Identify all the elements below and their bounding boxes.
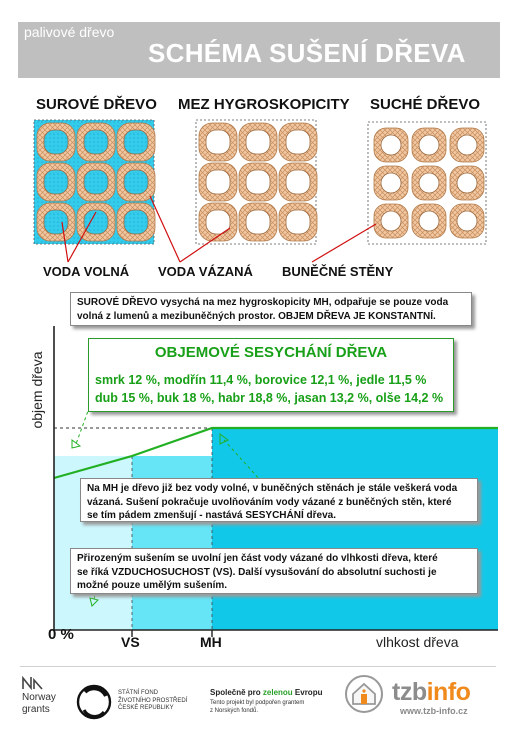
label-free-water: VODA VOLNÁ	[43, 264, 130, 279]
norway-grants-icon	[22, 676, 44, 690]
together-slogan	[210, 688, 322, 697]
sample-label-hygroscopic: MEZ HYGROSKOPICITY	[178, 96, 350, 113]
tzb-brand	[392, 678, 470, 707]
note-vs-line1: Přirozeným sušením se uvolní jen část vody vázané do vlhkosti dřeva, které	[77, 553, 438, 564]
tzb-url: www.tzb-info.cz	[400, 706, 468, 716]
note-mh-line3: se tím pádem zmenšují - nastává SESYCHÁNÍ dřeva.	[87, 510, 336, 521]
vs-label: VS	[121, 634, 140, 650]
state-fund-line1: STÁTNÍ FOND	[118, 690, 158, 696]
state-fund-text	[118, 690, 187, 713]
note-mh-line2: vázaná. Sušení pokračuje uvolňováním vody vázané z buněčných stěn, které	[87, 496, 452, 508]
project-line2: z Norských fondů.	[210, 707, 259, 714]
note-mh-line1: Na MH je dřevo již bez vody volné, v buněčných stěnách je stále veškerá voda	[87, 483, 458, 494]
category-label: palivové dřevo	[24, 24, 115, 40]
origin-label: 0 %	[48, 626, 74, 643]
pointer-arrow-1	[72, 440, 80, 448]
y-axis-label: objem dřeva	[29, 351, 45, 429]
note-vs-line3: možné pouze umělým sušením.	[77, 580, 228, 591]
project-line1: Tento projekt byl podpořen grantem	[210, 700, 305, 706]
grants-label: grants	[22, 704, 50, 715]
note-air-dry	[70, 548, 478, 594]
slogan-green: zelenou	[262, 688, 293, 697]
page-title: SCHÉMA SUŠENÍ DŘEVA	[148, 38, 466, 68]
project-text	[210, 700, 304, 715]
label-cell-walls: BUNĚČNÉ STĚNY	[282, 264, 394, 279]
note-hygroscopic-limit	[80, 478, 478, 522]
footer-divider	[20, 666, 496, 667]
zone-free-water	[212, 428, 498, 630]
mh-label: MH	[200, 634, 222, 650]
note-raw-line2: volná z lumenů a mezibuněčných prostor. OBJEM DŘEVA JE KONSTANTNÍ.	[77, 310, 436, 322]
state-fund-line3: ČESKÉ REPUBLIKY	[118, 705, 174, 711]
note-vs-line2: se říká VZDUCHOSUCHOST (VS). Další vysušování do absolutní suchosti je	[77, 566, 437, 578]
note-raw-line1: SUROVÉ DŘEVO vysychá na mez hygroskopicity MH, odpařuje se pouze voda	[77, 297, 449, 308]
shrinkage-box	[88, 338, 454, 412]
x-axis-label: vlhkost dřeva	[376, 634, 459, 650]
shrinkage-title: OBJEMOVÉ SESYCHÁNÍ DŘEVA	[154, 344, 388, 361]
slogan-pre: Společně pro	[210, 688, 263, 697]
slogan-post: Evropu	[292, 688, 323, 697]
sample-label-dry: SUCHÉ DŘEVO	[370, 96, 481, 113]
shrinkage-softwoods: smrk 12 %, modřín 11,4 %, borovice 12,1 %, jedle 11,5 %	[95, 373, 427, 387]
brand-part1: tzb	[392, 678, 427, 706]
state-fund-logo-icon	[76, 684, 112, 720]
shrinkage-hardwoods: dub 15 %, buk 18 %, habr 18,8 %, jasan 13,2 %, olše 14,2 %	[95, 391, 444, 405]
sample-label-raw: SUROVÉ DŘEVO	[36, 96, 157, 113]
brand-part2: info	[426, 678, 471, 706]
house-logo-icon	[344, 674, 384, 714]
norway-label: Norway	[22, 692, 56, 703]
state-fund-line2: ŽIVOTNÍHO PROSTŘEDÍ	[118, 697, 188, 704]
label-bound-water: VODA VÁZANÁ	[158, 264, 253, 279]
note-raw-wood	[70, 292, 472, 326]
